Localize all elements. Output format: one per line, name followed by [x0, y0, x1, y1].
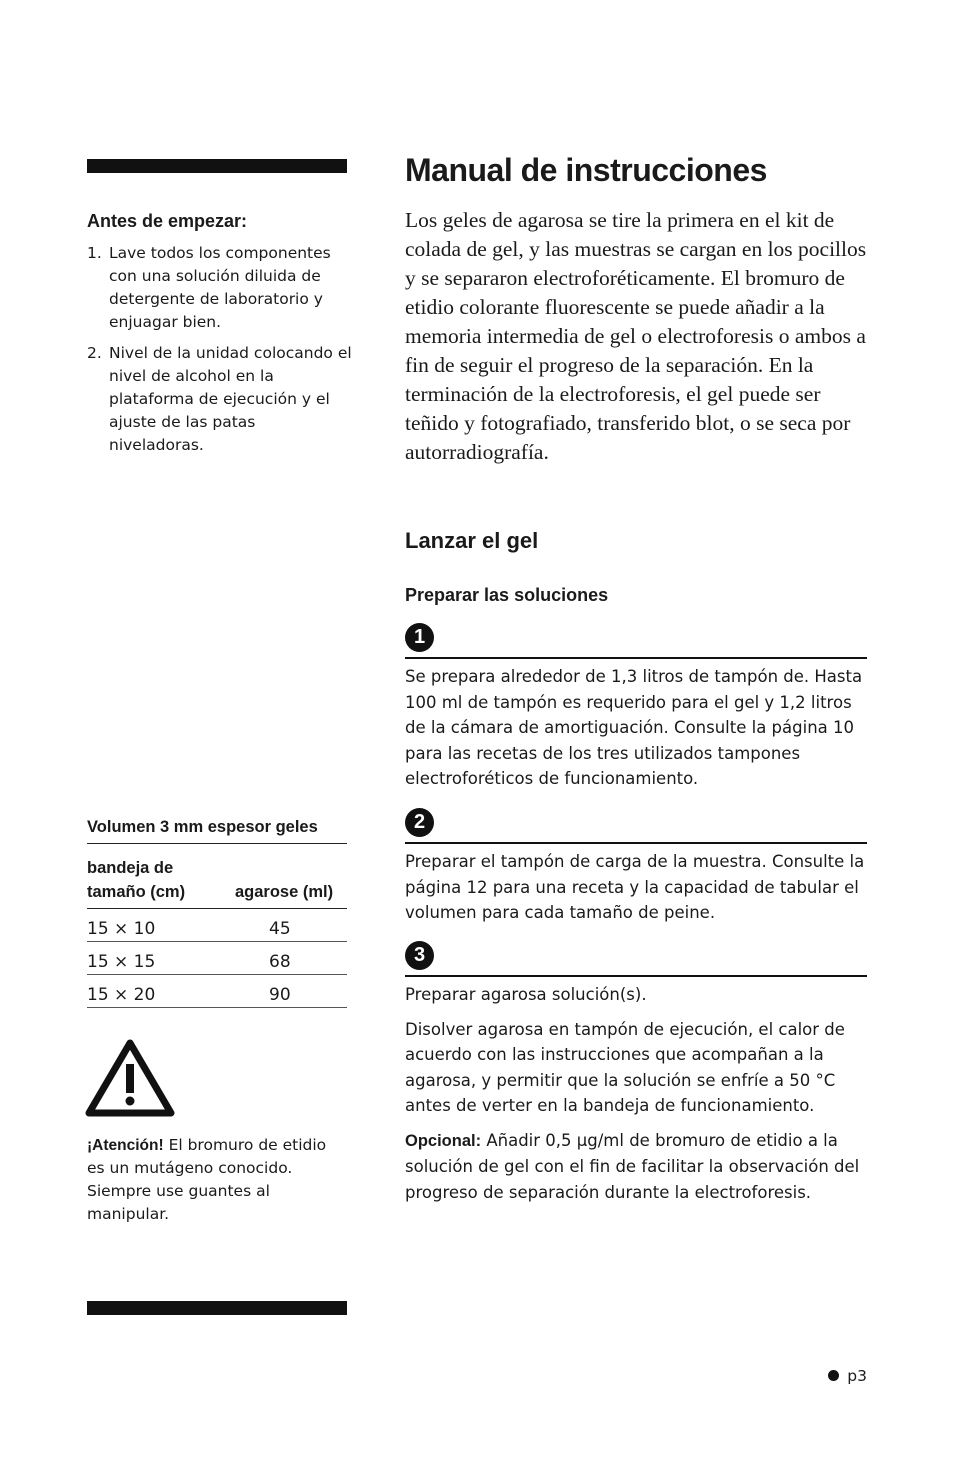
page-number: [828, 1367, 867, 1385]
list-text: Lave todos los componentes con una solución diluida de detergente de laboratorio y enjuagar bien.: [109, 244, 331, 331]
warning-triangle-icon: [85, 1039, 175, 1121]
table-row: [87, 975, 347, 1008]
step-paragraph: Disolver agarosa en tampón de ejecución, el calor de acuerdo con las instrucciones que acompañan a la agarosa, y permitir que la solución se enfríe a 50 °C antes de verter en la bandeja de funcionamiento.: [405, 1019, 845, 1115]
before-heading: Antes de empezar:: [87, 211, 248, 231]
before-steps-list: [87, 242, 352, 465]
step-divider: [405, 842, 867, 844]
step-3-text: [405, 982, 865, 1214]
list-text: Nivel de la unidad colocando el nivel de alcohol en la plataforma de ejecución y el ajuste de las patas niveladoras.: [109, 344, 352, 454]
table-row: [87, 942, 347, 975]
volume-table-title: Volumen 3 mm espesor geles: [87, 818, 318, 836]
step-divider: [405, 657, 867, 659]
list-item: [87, 242, 352, 334]
step-number-badge: 1: [405, 623, 434, 652]
cell-agarose: 90: [269, 985, 291, 1005]
step-number-badge: 3: [405, 941, 434, 970]
step-number-badge: 2: [405, 808, 434, 837]
bottom-sidebar-rule: [87, 1301, 347, 1315]
optional-paragraph: [405, 1128, 865, 1206]
page-title: Manual de instrucciones: [405, 152, 767, 188]
bullet-icon: [828, 1370, 839, 1381]
page-number-text: p3: [847, 1367, 867, 1385]
step-divider: [405, 975, 867, 977]
step-paragraph: Se prepara alrededor de 1,3 litros de tampón de. Hasta 100 ml de tampón es requerido para el gel y 1,2 litros de la cámara de amortiguación. Consulte la página 10 para las recetas de los tres utilizados tampones electroforéticos de funcionamiento.: [405, 667, 863, 788]
warning-note: [87, 1134, 347, 1226]
section-heading: Lanzar el gel: [405, 528, 539, 553]
optional-text: Añadir 0,5 μg/ml de bromuro de etidio a la solución de gel con el fin de facilitar la observación del progreso de separación durante la electroforesis.: [405, 1130, 860, 1202]
volume-table: [87, 843, 347, 1008]
table-header-row: [87, 844, 347, 909]
cell-size: 15 × 10: [87, 919, 156, 939]
top-sidebar-rule: [87, 159, 347, 173]
column-header-size: bandeja de tamaño (cm): [87, 859, 186, 901]
cell-agarose: 68: [269, 952, 291, 972]
warning-label: ¡Atención!: [87, 1137, 164, 1154]
optional-label: Opcional:: [405, 1131, 482, 1150]
list-item: [87, 342, 352, 457]
subsection-heading: Preparar las soluciones: [405, 585, 609, 605]
intro-paragraph: Los geles de agarosa se tire la primera en el kit de colada de gel, y las muestras se cargan en los pocillos y se separaron electroforéticamente. El bromuro de etidio colorante fluorescente se puede añadir a la memoria intermedia de gel o electroforesis o ambos a fin de seguir el progreso de la separación. En la terminación de la electroforesis, el gel puede ser teñido y fotografiado, transferido blot, o se seca por autorradiografía.: [405, 208, 867, 464]
cell-size: 15 × 20: [87, 985, 156, 1005]
step-1-text: [405, 664, 865, 801]
column-header-agarose: agarose (ml): [235, 883, 334, 901]
step-paragraph: Preparar agarosa solución(s).: [405, 985, 647, 1004]
list-number: 2.: [87, 344, 102, 362]
list-number: 1.: [87, 244, 102, 262]
step-2-text: [405, 849, 865, 935]
warning-text: El bromuro de etidio es un mutágeno conocido. Siempre use guantes al manipular.: [87, 1136, 327, 1223]
step-paragraph: Preparar el tampón de carga de la muestra. Consulte la página 12 para una receta y la capacidad de tabular el volumen para cada tamaño de peine.: [405, 852, 865, 922]
cell-size: 15 × 15: [87, 952, 156, 972]
cell-agarose: 45: [269, 919, 291, 939]
table-row: [87, 909, 347, 942]
